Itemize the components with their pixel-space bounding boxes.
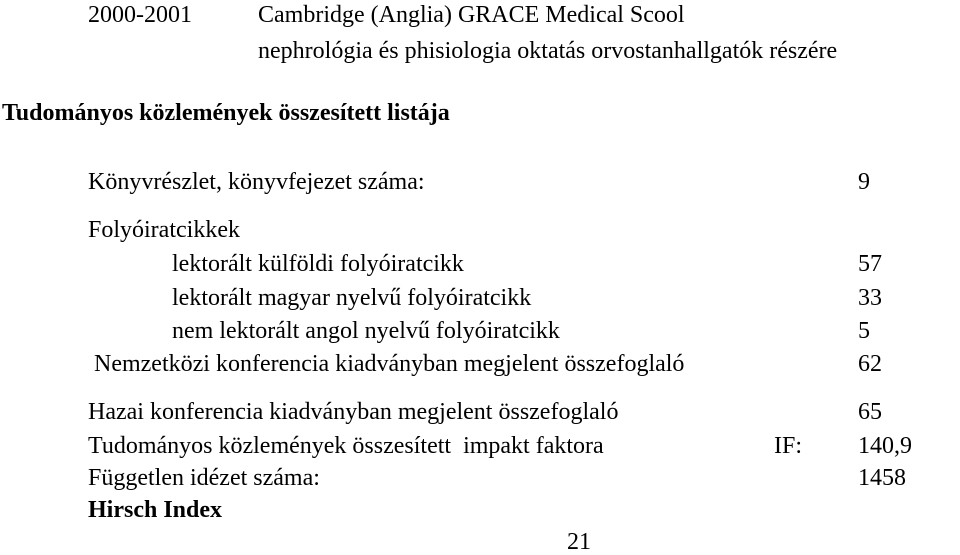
domestic-conference-label: Hazai konferencia kiadványban megjelent összefoglaló <box>88 399 619 425</box>
book-chapters-value: 9 <box>858 169 870 195</box>
intl-conference-label: Nemzetközi konferencia kiadványban megjelent összefoglaló <box>94 351 685 377</box>
hirsch-index-label: Hirsch Index <box>88 497 223 523</box>
journal-item-value: 33 <box>858 285 882 311</box>
impact-factor-value: 140,9 <box>858 433 912 459</box>
journal-item-value: 5 <box>858 318 870 344</box>
header-course: nephrológia és phisiologia oktatás orvostanhallgatók részére <box>258 38 838 64</box>
journal-articles-heading: Folyóiratcikkek <box>88 217 240 243</box>
journal-item-label: nem lektorált angol nyelvű folyóiratcikk <box>172 318 560 344</box>
journal-item-label: lektorált külföldi folyóiratcikk <box>172 251 464 277</box>
page-number: 21 <box>567 529 591 555</box>
citations-value: 1458 <box>858 465 906 491</box>
journal-item-value: 57 <box>858 251 882 277</box>
book-chapters-label: Könyvrészlet, könyvfejezet száma: <box>88 169 425 195</box>
header-years: 2000-2001 <box>88 2 192 28</box>
impact-factor-label: Tudományos közlemények összesített impakt faktora <box>88 433 604 459</box>
journal-item-label: lektorált magyar nyelvű folyóiratcikk <box>172 285 532 311</box>
intl-conference-value: 62 <box>858 351 882 377</box>
header-institution: Cambridge (Anglia) GRACE Medical Scool <box>258 2 685 28</box>
impact-factor-unit: IF: <box>774 433 803 459</box>
citations-label: Független idézet száma: <box>88 465 320 491</box>
section-title: Tudományos közlemények összesített listája <box>2 100 450 126</box>
domestic-conference-value: 65 <box>858 399 882 425</box>
